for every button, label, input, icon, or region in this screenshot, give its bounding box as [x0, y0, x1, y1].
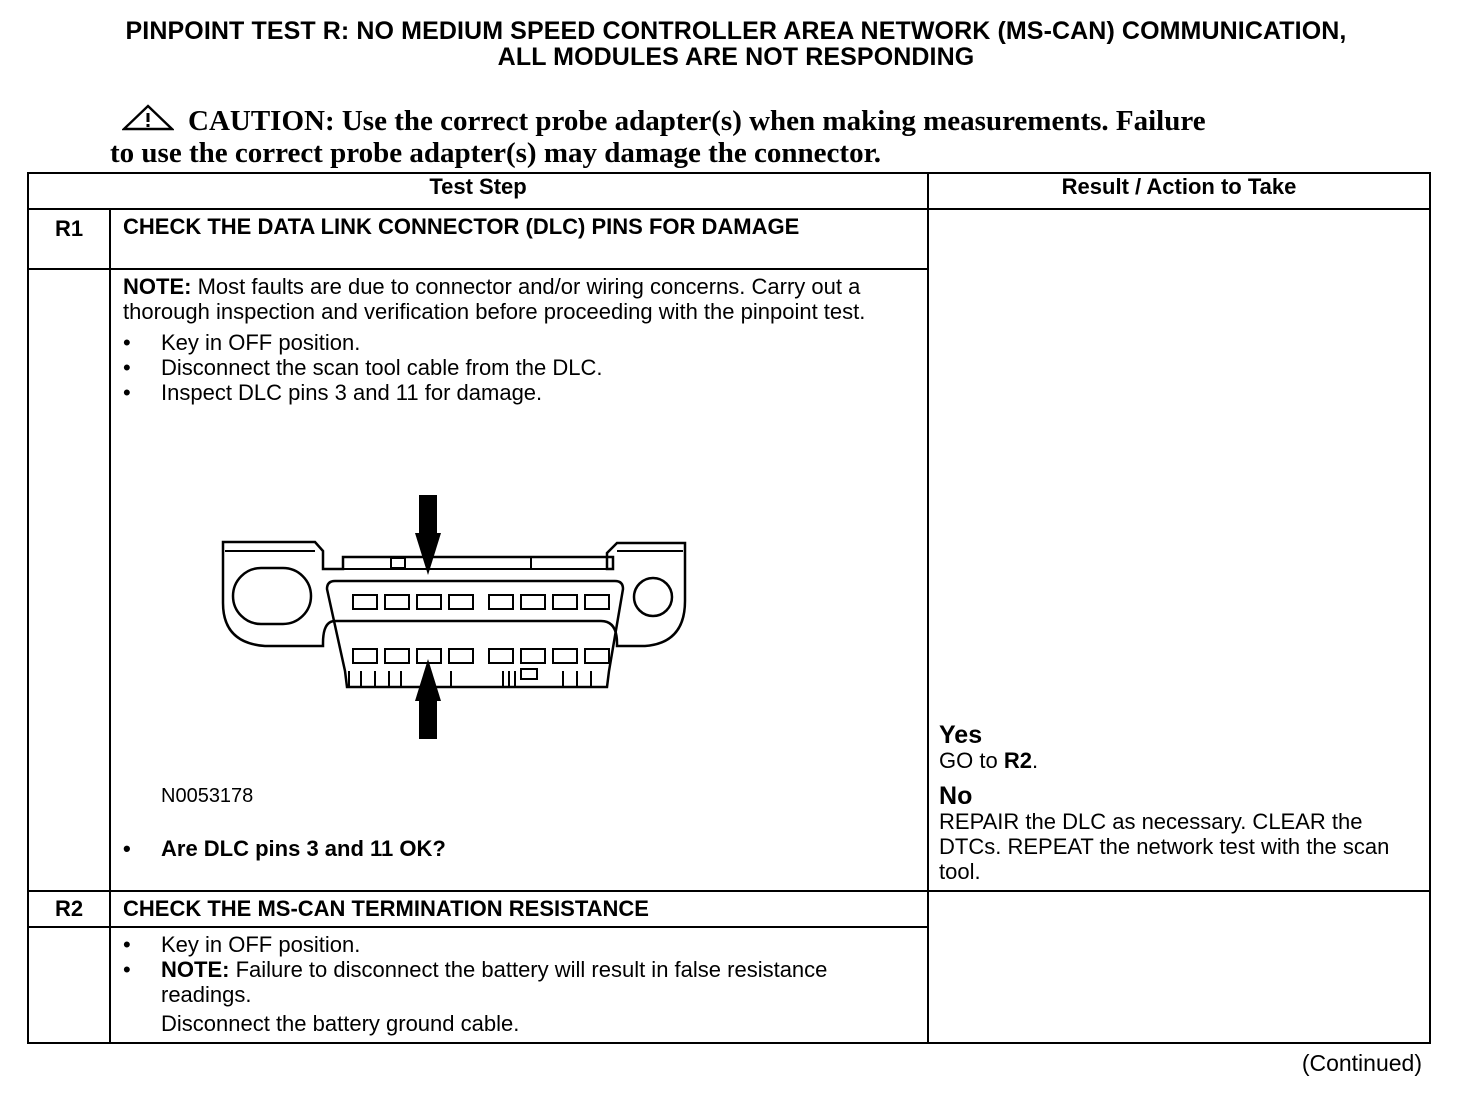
list-item: • Disconnect the scan tool cable from the DLC. — [123, 355, 917, 380]
goto-r2-link[interactable]: R2 — [1003, 748, 1032, 773]
result-cell-r1 — [928, 209, 1430, 891]
title-line-2: ALL MODULES ARE NOT RESPONDING — [497, 43, 975, 71]
pinpoint-test-table — [27, 172, 1431, 1044]
result-no-label: No — [939, 782, 973, 810]
step-title-r1: CHECK THE DATA LINK CONNECTOR (DLC) PINS FOR DAMAGE — [110, 209, 928, 269]
step-id-r1: R1 — [28, 209, 110, 269]
bullet-list-r2 — [123, 932, 917, 1007]
step-body-r2 — [110, 927, 928, 1043]
title-line-1: PINPOINT TEST R: NO MEDIUM SPEED CONTROLLER AREA NETWORK (MS-CAN) COMMUNICATION, — [125, 17, 1347, 45]
header-result: Result / Action to Take — [928, 173, 1430, 209]
result-yes-text: GO to R2. — [939, 748, 1039, 773]
warning-triangle-icon — [122, 104, 174, 132]
note-r1: NOTE: Most faults are due to connector and/or wiring concerns. Carry out a thorough inspection and verification before proceeding with the pinpoint test. — [123, 274, 866, 324]
list-item: • NOTE: Failure to disconnect the battery will result in false resistance readings. — [123, 957, 917, 1007]
table-header-row — [28, 173, 1430, 209]
list-item: • Key in OFF position. — [123, 330, 917, 355]
list-item: • Inspect DLC pins 3 and 11 for damage. — [123, 380, 917, 405]
bullet-list-r1 — [123, 330, 917, 405]
step-id-empty — [28, 927, 110, 1043]
continued-label: (Continued) — [1301, 1050, 1422, 1076]
table-row — [28, 891, 1430, 927]
dlc-connector-illustration — [215, 493, 695, 743]
list-item: • Key in OFF position. — [123, 932, 917, 957]
caution-line-2: to use the correct probe adapter(s) may damage the connector. — [110, 137, 882, 169]
figure-id: N0053178 — [161, 785, 254, 807]
step-body-r1 — [110, 269, 928, 891]
table-row — [28, 209, 1430, 269]
step-id-r2: R2 — [28, 891, 110, 927]
step-id-empty — [28, 269, 110, 891]
question-r1 — [123, 836, 917, 861]
result-yes-label: Yes — [939, 721, 983, 749]
caution-note — [110, 104, 1360, 169]
step-title-r2: CHECK THE MS-CAN TERMINATION RESISTANCE — [110, 891, 928, 927]
list-item: • Are DLC pins 3 and 11 OK? — [123, 836, 917, 861]
result-cell-r2 — [928, 891, 1430, 1043]
dlc-figure — [123, 405, 917, 807]
page-title — [0, 18, 1472, 70]
header-test-step: Test Step — [28, 173, 928, 209]
caution-line-1: CAUTION: Use the correct probe adapter(s) when making measurements. Failure — [188, 105, 1206, 137]
result-no-text: REPAIR the DLC as necessary. CLEAR the DTCs. REPEAT the network test with the scan tool. — [939, 809, 1390, 884]
bullet-continuation: Disconnect the battery ground cable. — [161, 1011, 520, 1036]
